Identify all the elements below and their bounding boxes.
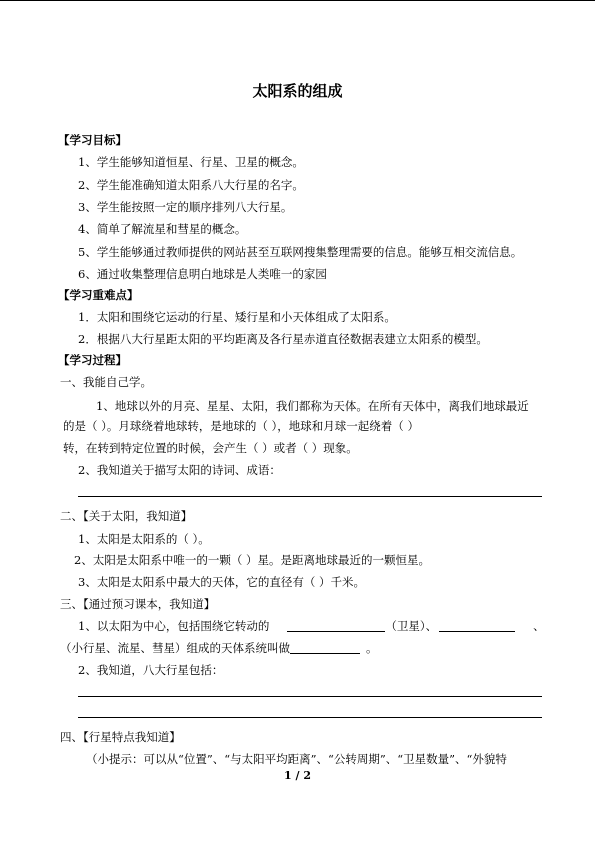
keypoint-item: 2．根据八大行星距太阳的平均距离及各行星赤道直径数据表建立太阳系的模型。	[78, 332, 488, 346]
s2-question-3: 3、太阳是太阳系中最大的天体，它的直径有（ ）千米。	[78, 575, 365, 589]
keypoints-heading: 【学习重难点】	[58, 288, 139, 302]
goal-item: 2、学生能准确知道太阳系八大行星的名字。	[78, 178, 304, 192]
s3-question-2: 2、我知道，八大行星包括：	[78, 663, 224, 677]
s3-q1-text: （卫星）、	[385, 619, 438, 633]
s3-q1-text: 。	[366, 641, 378, 655]
answer-line	[78, 696, 542, 697]
page-number: 1 / 2	[284, 769, 311, 782]
s1-question-1-line-2: 的是（ ）。月球绕着地球转，是地球的（ ），地球和月球一起绕着（ ）	[63, 419, 419, 433]
process-heading: 【学习过程】	[58, 353, 127, 367]
s3-q1-text: 1、以太阳为中心，包括围绕它转动的	[78, 619, 270, 633]
section-3-title: 三、【通过预习课本，我知道】	[60, 597, 216, 611]
s2-question-2: 2、太阳是太阳系中唯一的一颗（ ）星。是距离地球最近的一颗恒星。	[74, 553, 430, 567]
fill-blank	[287, 619, 385, 632]
s4-hint: （小提示：可以从“位置”、“与太阳平均距离”、“公转周期”、“卫星数量”、“外貌特	[86, 752, 507, 766]
answer-line	[78, 496, 542, 497]
page-top-border	[0, 0, 595, 1]
s3-q1-text: 、	[533, 619, 545, 633]
s3-q1-text: （小行星、流星、彗星）组成的天体系统叫做	[60, 641, 290, 655]
section-1-title: 一、我能自己学。	[60, 375, 152, 389]
goal-item: 5、学生能够通过教师提供的网站甚至互联网搜集整理需要的信息。能够互相交流信息。	[78, 245, 523, 259]
goal-item: 1、学生能够知道恒星、行星、卫星的概念。	[78, 155, 304, 169]
section-2-title: 二、【关于太阳，我知道】	[60, 509, 193, 523]
section-4-title: 四、【行星特点我知道】	[60, 730, 181, 744]
goal-item: 6、通过收集整理信息明白地球是人类唯一的家园	[78, 267, 327, 281]
s1-question-2: 2、我知道关于描写太阳的诗词、成语：	[78, 463, 281, 477]
s3-question-1-line-2	[60, 640, 378, 656]
fill-blank	[439, 619, 515, 632]
s3-question-1-line-1	[78, 618, 545, 634]
fill-blank	[290, 641, 360, 654]
goal-item: 3、学生能按照一定的顺序排列八大行星。	[78, 200, 293, 214]
s1-question-1-line-3: 转，在转到特定位置的时候，会产生（ ）或者（ ）现象。	[63, 441, 358, 455]
keypoint-item: 1．太阳和围绕它运动的行星、矮行星和小天体组成了太阳系。	[78, 310, 396, 324]
page-title: 太阳系的组成	[252, 82, 343, 100]
answer-line	[78, 717, 542, 718]
s1-question-1-line-1: 1、地球以外的月亮、星星、太阳，我们都称为天体。在所有天体中，离我们地球最近	[96, 399, 529, 413]
s2-question-1: 1、太阳是太阳系的（ ）。	[78, 532, 210, 546]
goal-item: 4、简单了解流星和彗星的概念。	[78, 222, 247, 236]
goals-heading: 【学习目标】	[58, 133, 127, 147]
